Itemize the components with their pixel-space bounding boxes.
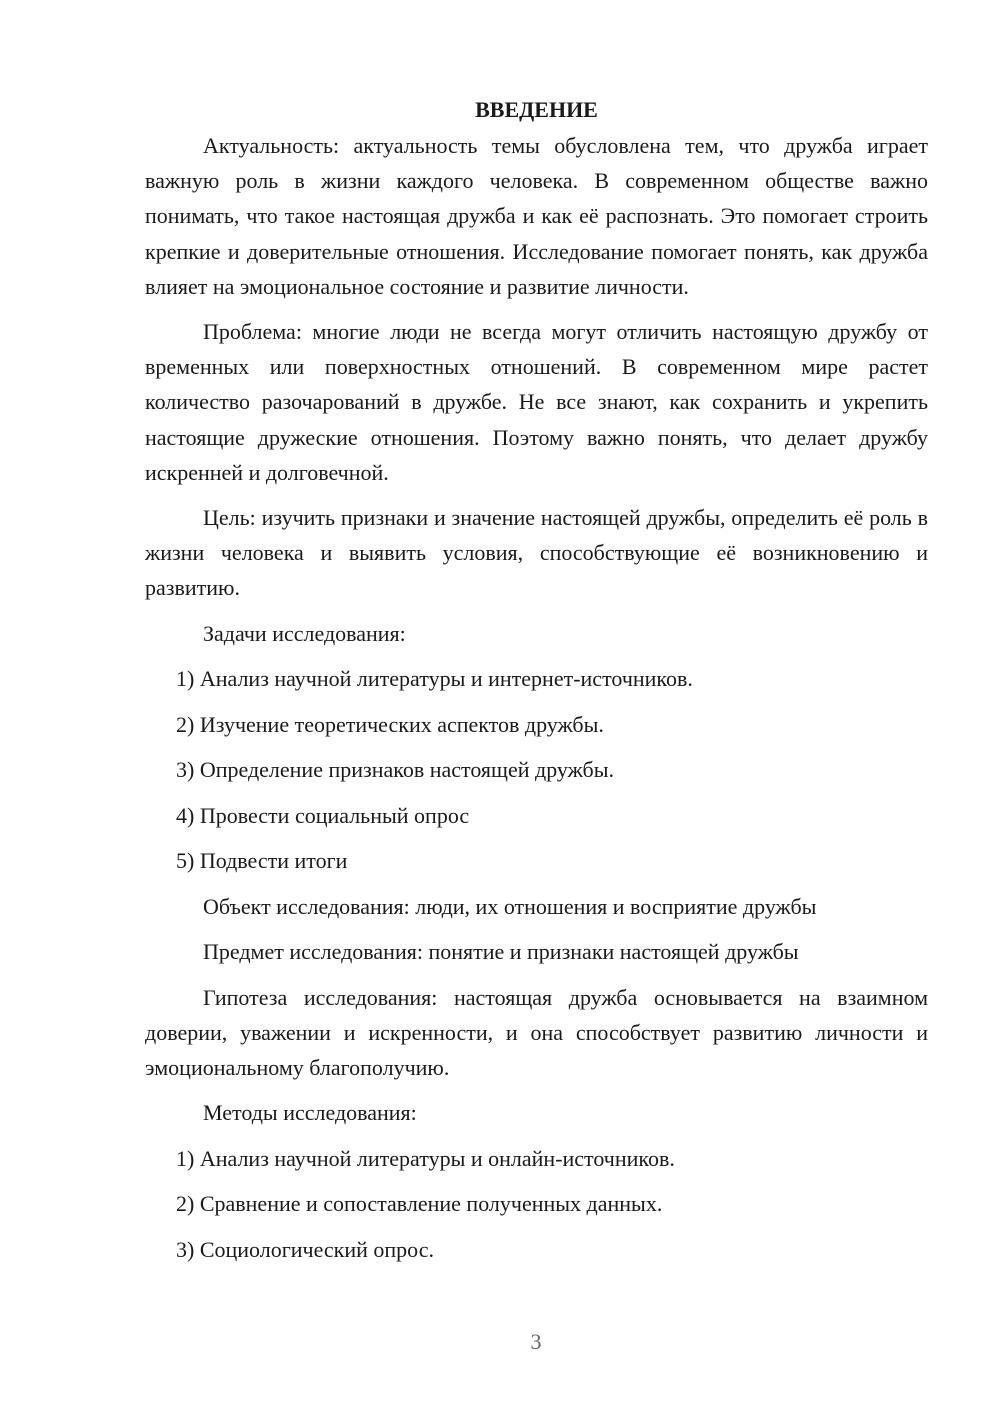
task-item: 1) Анализ научной литературы и интернет-источников. [176, 666, 693, 692]
section-title: ВВЕДЕНИЕ [475, 97, 598, 122]
page-number: 3 [530, 1329, 542, 1354]
task-item: 2) Изучение теоретических аспектов дружбы. [176, 711, 604, 737]
document-page [145, 92, 928, 1277]
tasks-heading: Задачи исследования: [203, 620, 406, 646]
goal-paragraph: Цель: изучить признаки и значение настоящей дружбы, определить её роль в жизни человека и выявить условия, способствующие её возникновению и развитию. [145, 505, 928, 601]
method-item: 1) Анализ научной литературы и онлайн-источников. [176, 1145, 675, 1171]
research-object: Объект исследования: люди, их отношения и восприятие дружбы [203, 893, 817, 919]
method-item: 2) Сравнение и сопоставление полученных данных. [176, 1191, 663, 1217]
methods-heading: Методы исследования: [203, 1100, 417, 1126]
problem-paragraph: Проблема: многие люди не всегда могут отличить настоящую дружбу от временных или поверхностных отношений. В современном мире растет количество разочарований в дружбе. Не все знают, как сохранить и укрепить настоящие дружеские отношения. Поэтому важно понять, что делает дружбу искренней и долговечной. [145, 319, 928, 485]
relevance-paragraph: Актуальность: актуальность темы обусловлена тем, что дружба играет важную роль в жизни каждого человека. В современном обществе важно понимать, что такое настоящая дружба и как её распознать. Это помогает строить крепкие и доверительные отношения. Исследование помогает понять, как дружба влияет на эмоциональное состояние и развитие личности. [145, 133, 928, 299]
method-item: 3) Социологический опрос. [176, 1236, 434, 1262]
task-item: 5) Подвести итоги [176, 848, 348, 874]
task-item: 4) Провести социальный опрос [176, 802, 470, 828]
hypothesis-paragraph: Гипотеза исследования: настоящая дружба основывается на взаимном доверии, уважении и искренности, и она способствует развитию личности и эмоциональному благополучию. [145, 984, 928, 1081]
task-item: 3) Определение признаков настоящей дружбы. [176, 757, 615, 783]
research-subject: Предмет исследования: понятие и признаки настоящей дружбы [203, 939, 799, 965]
